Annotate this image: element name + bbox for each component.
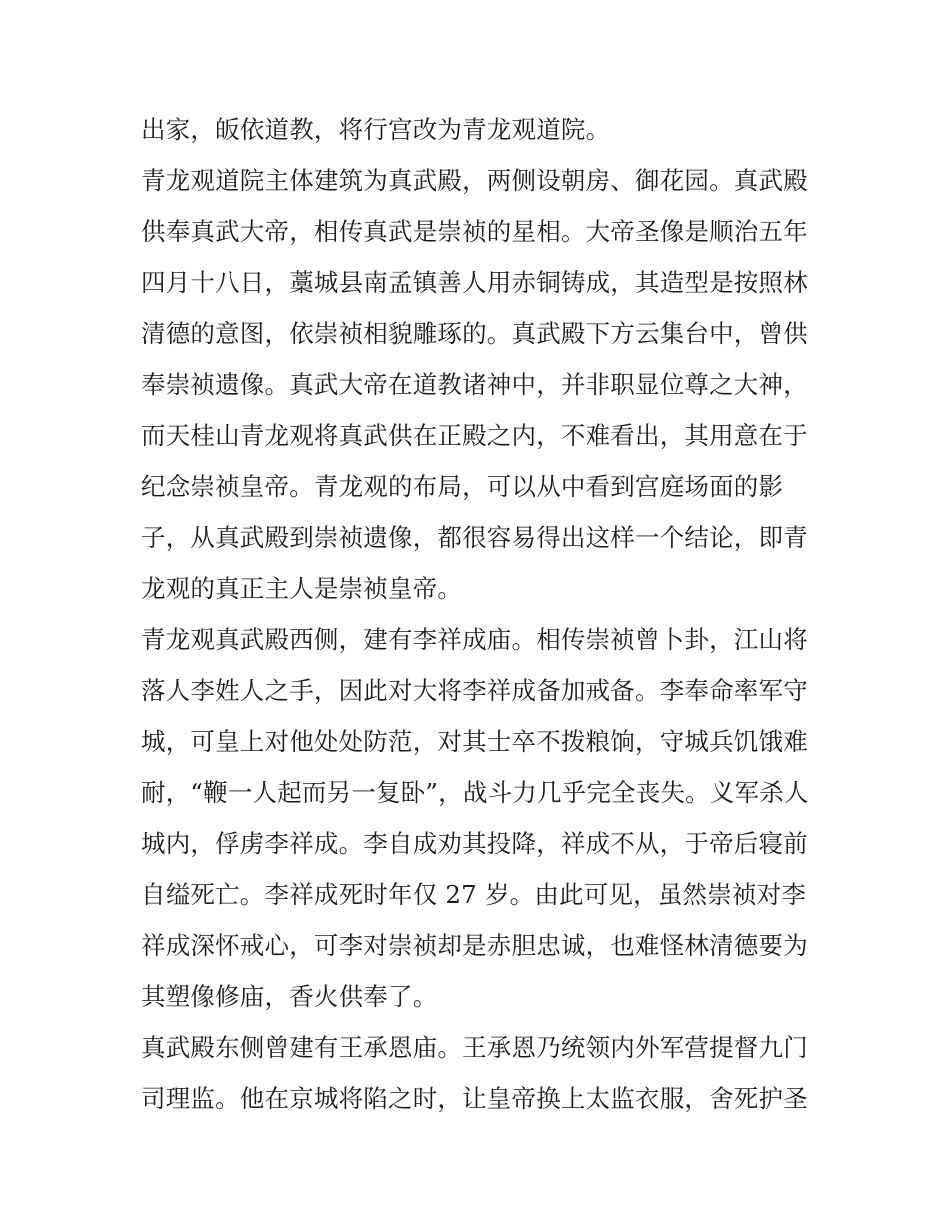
text-line: 奉崇祯遗像。真武大帝在道教诸神中，并非职显位尊之大神， — [141, 370, 808, 399]
text-line: 出家，皈依道教，将行宫改为青龙观道院。 — [141, 115, 611, 144]
text-line: 龙观的真正主人是崇祯皇帝。 — [141, 574, 463, 603]
text-line: 城内，俘虏李祥成。李自成劝其投降，祥成不从，于帝后寝前 — [141, 829, 808, 858]
text-line: 城，可皇上对他处处防范，对其士卒不拨粮饷，守城兵饥饿难 — [141, 727, 808, 756]
text-line: 祥成深怀戒心，可李对崇祯却是赤胆忠诚，也难怪林清德要为 — [141, 931, 808, 960]
text-line: 其塑像修庙，香火供奉了。 — [141, 982, 438, 1011]
text-line: 真武殿东侧曾建有王承恩庙。王承恩乃统领内外军营提督九门 — [141, 1033, 808, 1062]
text-line: 耐，“鞭一人起而另一复卧”，战斗力几乎完全丧失。义军杀人 — [141, 778, 809, 807]
text-line: 四月十八日，藁城县南孟镇善人用赤铜铸成，其造型是按照林 — [141, 268, 808, 297]
text-line: 而天桂山青龙观将真武供在正殿之内，不难看出，其用意在于 — [141, 421, 808, 450]
text-line: 青龙观道院主体建筑为真武殿，两侧设朝房、御花园。真武殿 — [141, 166, 808, 195]
text-line: 落人李姓人之手，因此对大将李祥成备加戒备。李奉命率军守 — [141, 676, 808, 705]
text-line: 纪念崇祯皇帝。青龙观的布局，可以从中看到宫庭场面的影 — [141, 472, 784, 501]
body-text — [141, 104, 821, 1124]
text-line: 司理监。他在京城将陷之时，让皇帝换上太监衣服，舍死护圣 — [141, 1084, 808, 1113]
text-line: 供奉真武大帝，相传真武是崇祯的星相。大帝圣像是顺治五年 — [141, 217, 808, 246]
text-line: 子，从真武殿到崇祯遗像，都很容易得出这样一个结论，即青 — [141, 523, 808, 552]
text-line: 自缢死亡。李祥成死时年仅 27 岁。由此可见，虽然崇祯对李 — [141, 880, 807, 909]
text-line: 青龙观真武殿西侧，建有李祥成庙。相传崇祯曾卜卦，江山将 — [141, 625, 808, 654]
text-line: 清德的意图，依崇祯相貌雕琢的。真武殿下方云集台中，曾供 — [141, 319, 808, 348]
